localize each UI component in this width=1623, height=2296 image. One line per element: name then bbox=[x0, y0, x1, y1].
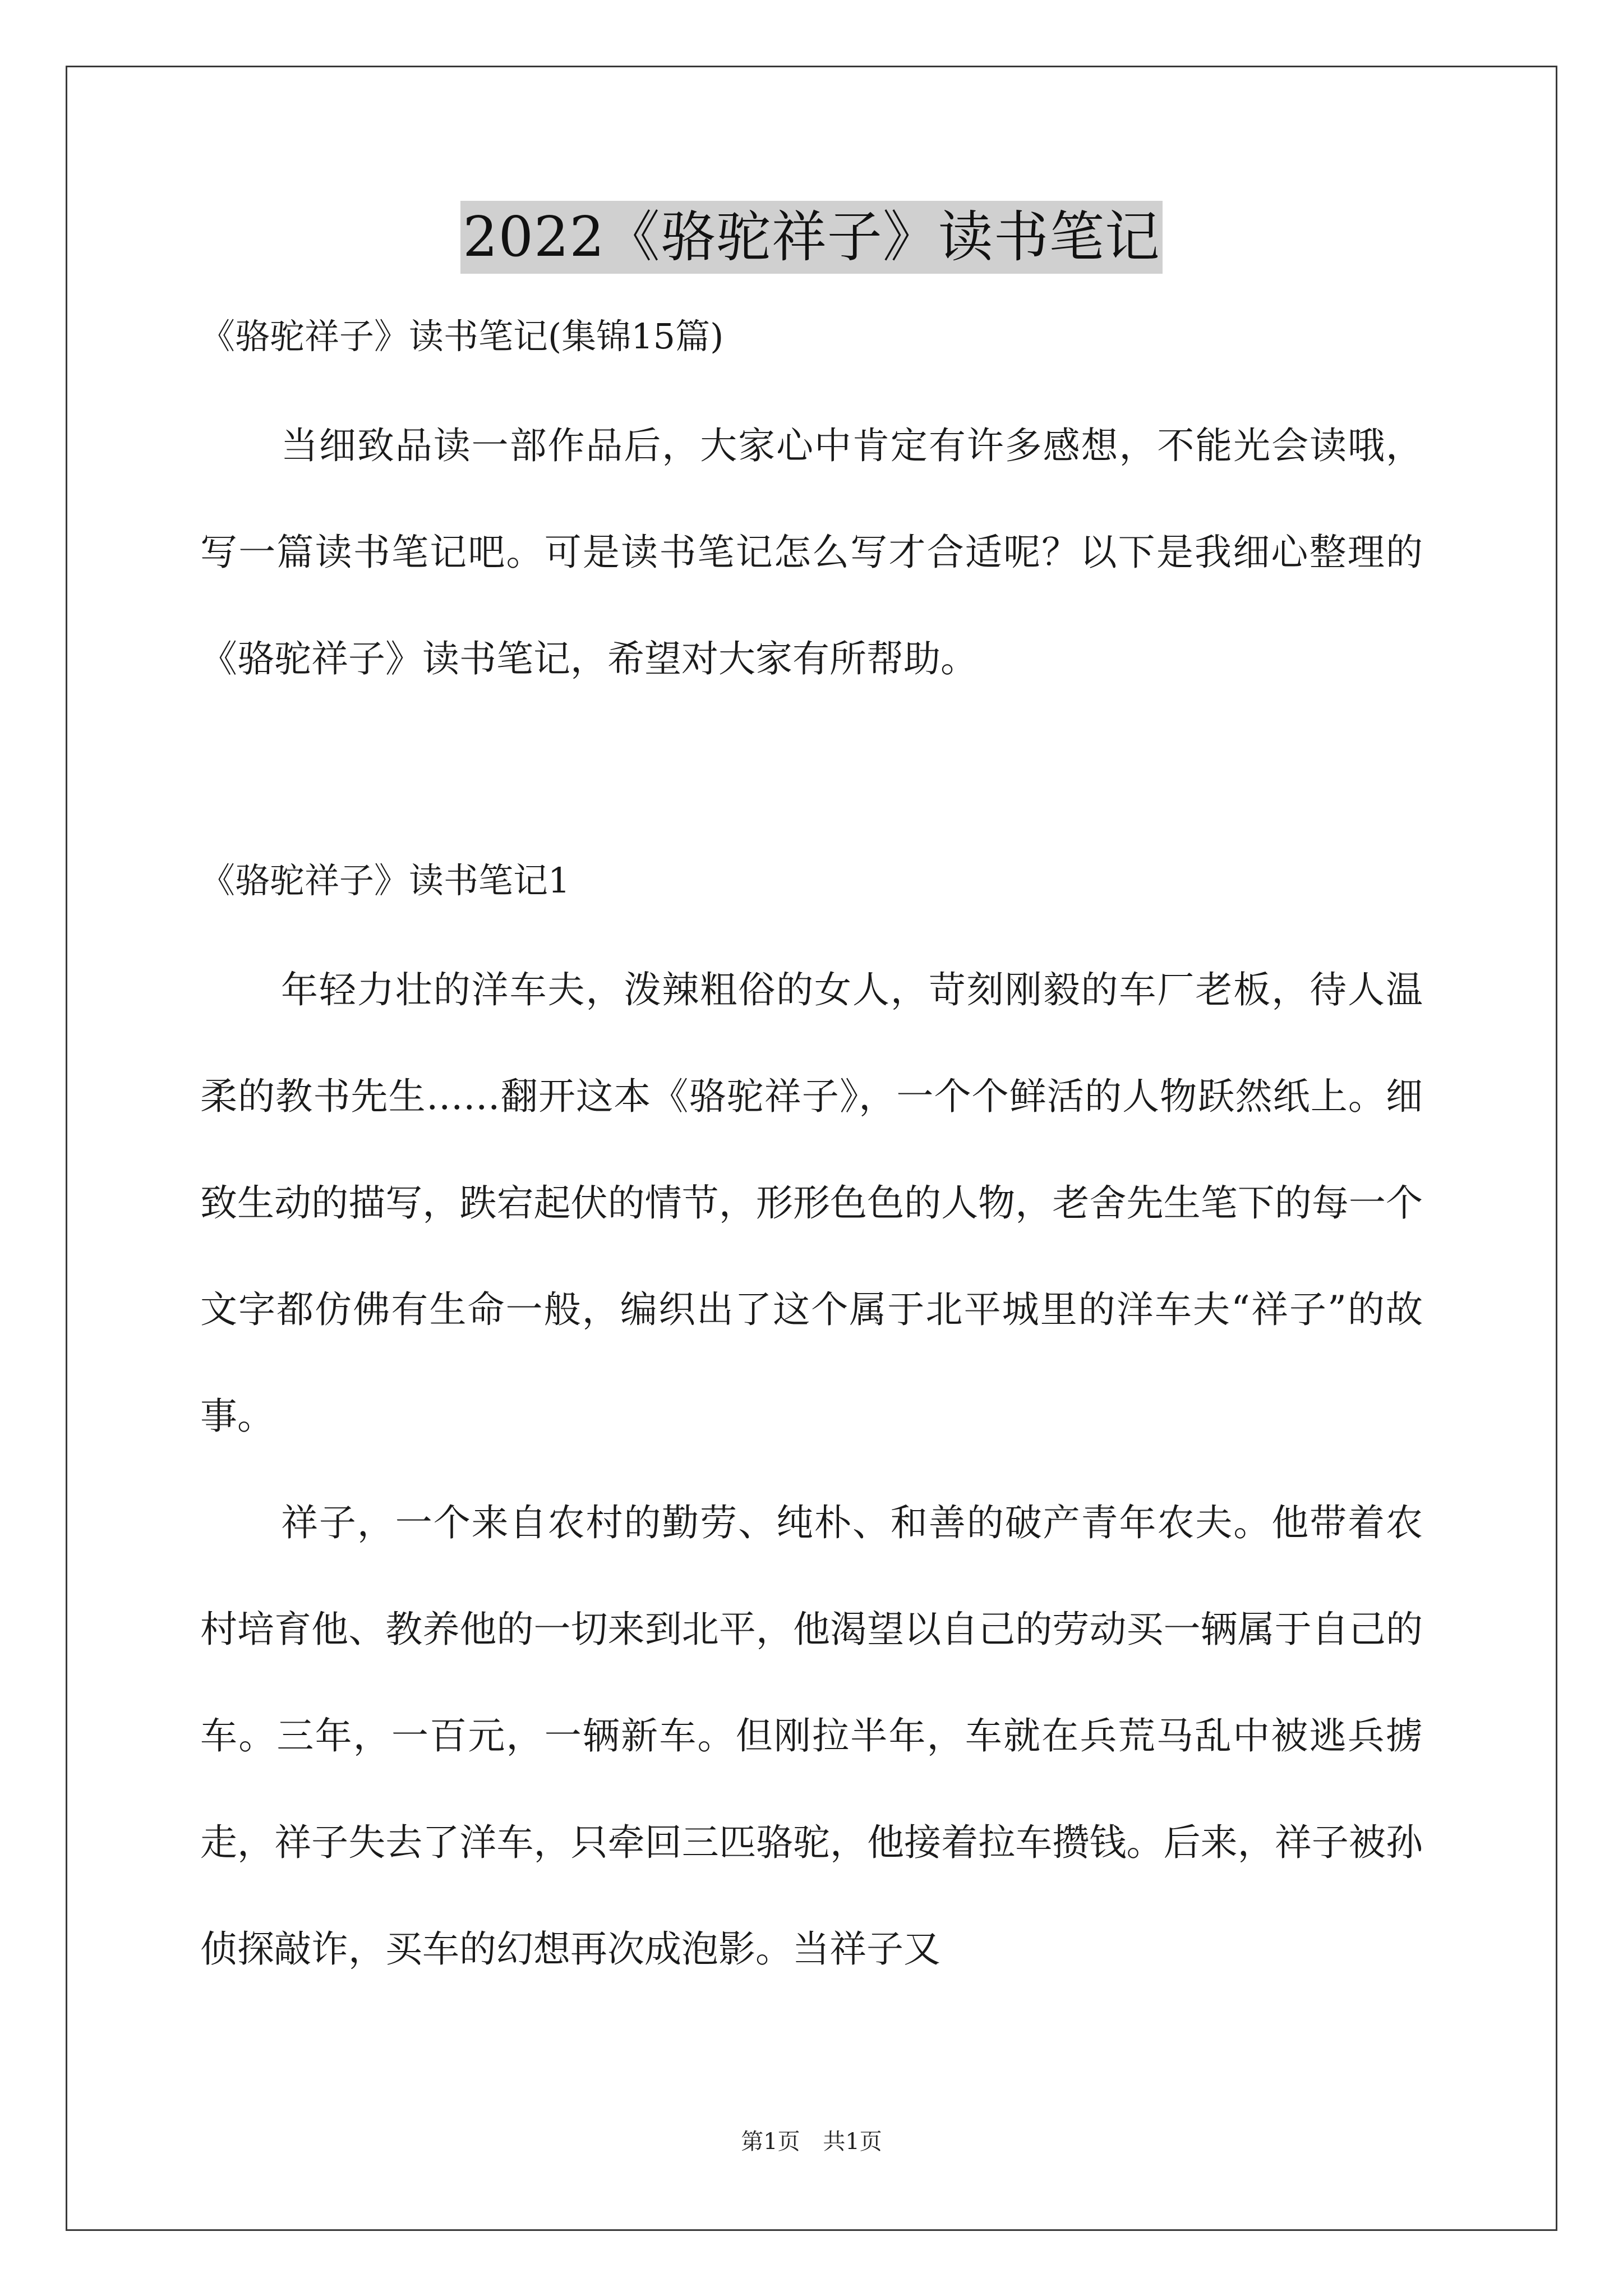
document-body bbox=[200, 303, 1423, 2003]
document-title: 2022《骆驼祥子》读书笔记 bbox=[460, 201, 1162, 274]
body-paragraph: 年轻力壮的洋车夫，泼辣粗俗的女人，苛刻刚毅的车厂老板，待人温柔的教书先生……翻开这本《骆驼祥子》，一个个鲜活的人物跃然纸上。细致生动的描写，跌宕起伏的情节，形形色色的人物，老舍先生笔下的每一个文字都仿佛有生命一般，编织出了这个属于北平城里的洋车夫“祥子”的故事。 bbox=[200, 968, 1423, 1438]
title-container bbox=[0, 201, 1623, 274]
page-number: 第1页 bbox=[741, 2129, 800, 2155]
page-total: 共1页 bbox=[823, 2129, 882, 2155]
page-footer bbox=[0, 2125, 1623, 2159]
intro-paragraph: 当细致品读一部作品后，大家心中肯定有许多感想，不能光会读哦，写一篇读书笔记吧。可是读书笔记怎么写才合适呢？以下是我细心整理的《骆驼祥子》读书笔记，希望对大家有所帮助。 bbox=[200, 424, 1423, 680]
document-subtitle: 《骆驼祥子》读书笔记(集锦15篇) bbox=[200, 316, 724, 357]
section-heading: 《骆驼祥子》读书笔记1 bbox=[200, 860, 570, 901]
body-paragraph: 祥子，一个来自农村的勤劳、纯朴、和善的破产青年农夫。他带着农村培育他、教养他的一切来到北平，他渴望以自己的劳动买一辆属于自己的车。三年，一百元，一辆新车。但刚拉半年，车就在兵荒马乱中被逃兵掳走，祥子失去了洋车，只牵回三匹骆驼，他接着拉车攒钱。后来，祥子被孙侦探敲诈，买车的幻想再次成泡影。当祥子又 bbox=[200, 1501, 1423, 1971]
